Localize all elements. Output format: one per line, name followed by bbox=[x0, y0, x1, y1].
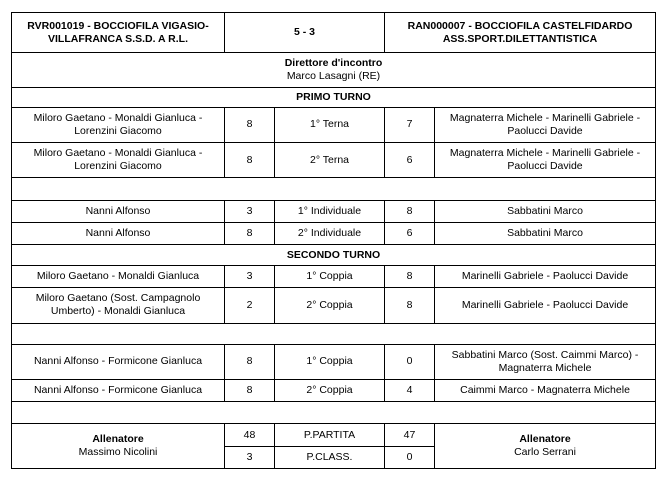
away-players: Sabbatini Marco bbox=[435, 222, 656, 244]
away-players: Magnaterra Michele - Marinelli Gabriele - Paolucci Davide bbox=[435, 143, 656, 178]
home-players: Nanni Alfonso bbox=[12, 222, 225, 244]
match-report-table bbox=[11, 12, 656, 469]
home-players: Miloro Gaetano - Monaldi Gianluca - Lorenzini Giacomo bbox=[12, 107, 225, 142]
away-score: 8 bbox=[385, 200, 435, 222]
primo-turno-row bbox=[12, 87, 656, 107]
home-coach-cell bbox=[12, 424, 225, 469]
away-players: Caimmi Marco - Magnaterra Michele bbox=[435, 380, 656, 402]
match-score: 5 - 3 bbox=[225, 13, 385, 53]
spacer-row bbox=[12, 402, 656, 424]
home-score: 8 bbox=[225, 344, 275, 379]
away-partita-points: 47 bbox=[385, 424, 435, 446]
away-score: 8 bbox=[385, 266, 435, 288]
header-row bbox=[12, 13, 656, 53]
away-coach-cell bbox=[435, 424, 656, 469]
home-players: Nanni Alfonso - Formicone Gianluca bbox=[12, 380, 225, 402]
away-score: 0 bbox=[385, 344, 435, 379]
home-score: 8 bbox=[225, 107, 275, 142]
director-label: Direttore d'incontro bbox=[284, 56, 383, 69]
away-score: 6 bbox=[385, 222, 435, 244]
match-type: 2° Coppia bbox=[275, 288, 385, 323]
primo-turno-title: PRIMO TURNO bbox=[12, 87, 656, 107]
table-row bbox=[12, 107, 656, 142]
away-players: Sabbatini Marco (Sost. Caimmi Marco) - Magnaterra Michele bbox=[435, 344, 656, 379]
table-row bbox=[12, 222, 656, 244]
away-players: Marinelli Gabriele - Paolucci Davide bbox=[435, 288, 656, 323]
away-score: 6 bbox=[385, 143, 435, 178]
home-coach-label: Allenatore bbox=[92, 433, 144, 446]
away-coach-name: Carlo Serrani bbox=[514, 446, 576, 459]
away-class-points: 0 bbox=[385, 446, 435, 468]
away-team: RAN000007 - BOCCIOFILA CASTELFIDARDO ASS.SPORT.DILETTANTISTICA bbox=[385, 13, 656, 53]
home-score: 8 bbox=[225, 380, 275, 402]
home-players: Miloro Gaetano - Monaldi Gianluca - Lorenzini Giacomo bbox=[12, 143, 225, 178]
table-row bbox=[12, 266, 656, 288]
table-row bbox=[12, 380, 656, 402]
match-type: 1° Terna bbox=[275, 107, 385, 142]
spacer-row bbox=[12, 323, 656, 344]
away-coach-label: Allenatore bbox=[519, 433, 571, 446]
secondo-turno-title: SECONDO TURNO bbox=[12, 244, 656, 265]
home-team: RVR001019 - BOCCIOFILA VIGASIO- VILLAFRANCA S.S.D. A R.L. bbox=[12, 13, 225, 53]
secondo-turno-row bbox=[12, 244, 656, 265]
partita-row bbox=[12, 424, 656, 446]
home-class-points: 3 bbox=[225, 446, 275, 468]
spacer-row bbox=[12, 178, 656, 200]
home-score: 8 bbox=[225, 222, 275, 244]
away-score: 8 bbox=[385, 288, 435, 323]
away-players: Magnaterra Michele - Marinelli Gabriele - Paolucci Davide bbox=[435, 107, 656, 142]
home-score: 3 bbox=[225, 266, 275, 288]
partita-label: P.PARTITA bbox=[275, 424, 385, 446]
home-score: 8 bbox=[225, 143, 275, 178]
classifica-label: P.CLASS. bbox=[275, 446, 385, 468]
home-partita-points: 48 bbox=[225, 424, 275, 446]
home-players: Nanni Alfonso - Formicone Gianluca bbox=[12, 344, 225, 379]
match-type: 2° Individuale bbox=[275, 222, 385, 244]
table-row bbox=[12, 200, 656, 222]
match-type: 1° Individuale bbox=[275, 200, 385, 222]
away-players: Marinelli Gabriele - Paolucci Davide bbox=[435, 266, 656, 288]
home-players: Miloro Gaetano - Monaldi Gianluca bbox=[12, 266, 225, 288]
match-type: 1° Coppia bbox=[275, 344, 385, 379]
home-players: Nanni Alfonso bbox=[12, 200, 225, 222]
match-type: 2° Coppia bbox=[275, 380, 385, 402]
home-coach-name: Massimo Nicolini bbox=[78, 446, 158, 459]
table-row bbox=[12, 143, 656, 178]
table-row bbox=[12, 344, 656, 379]
away-players: Sabbatini Marco bbox=[435, 200, 656, 222]
director-row bbox=[12, 53, 656, 87]
home-players: Miloro Gaetano (Sost. Campagnolo Umberto) - Monaldi Gianluca bbox=[12, 288, 225, 323]
home-score: 3 bbox=[225, 200, 275, 222]
match-type: 1° Coppia bbox=[275, 266, 385, 288]
home-score: 2 bbox=[225, 288, 275, 323]
match-type: 2° Terna bbox=[275, 143, 385, 178]
director-name: Marco Lasagni (RE) bbox=[286, 69, 381, 82]
table-row bbox=[12, 288, 656, 323]
away-score: 4 bbox=[385, 380, 435, 402]
away-score: 7 bbox=[385, 107, 435, 142]
